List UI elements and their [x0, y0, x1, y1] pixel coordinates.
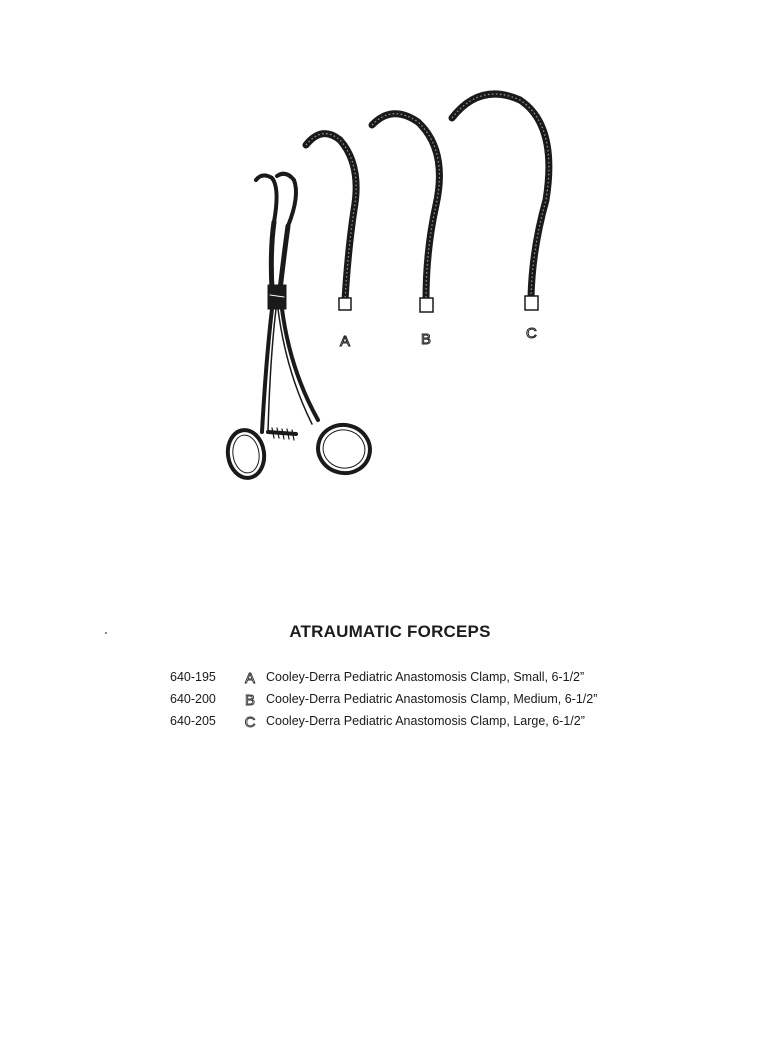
item-description: Cooley-Derra Pediatric Anastomosis Clamp, Medium, 6-1/2”	[266, 692, 598, 706]
variant-letter: B	[244, 692, 255, 709]
jaw-b	[372, 114, 439, 312]
variant-letter: C	[244, 714, 256, 731]
jaw-a	[306, 134, 356, 310]
tip-label-a: A	[340, 333, 351, 350]
page-title: ATRAUMATIC FORCEPS	[289, 622, 491, 641]
catalog-number: 640-200	[170, 692, 216, 706]
tip-label-b: B	[421, 331, 432, 348]
item-description: Cooley-Derra Pediatric Anastomosis Clamp, Large, 6-1/2”	[266, 714, 585, 728]
catalog-number: 640-195	[170, 670, 216, 684]
tip-label-c: C	[526, 325, 537, 342]
item-description: Cooley-Derra Pediatric Anastomosis Clamp, Small, 6-1/2”	[266, 670, 585, 684]
forceps-illustration	[0, 0, 780, 520]
jaw-c	[452, 94, 549, 310]
variant-letter: A	[244, 670, 255, 687]
catalog-number: 640-205	[170, 714, 216, 728]
